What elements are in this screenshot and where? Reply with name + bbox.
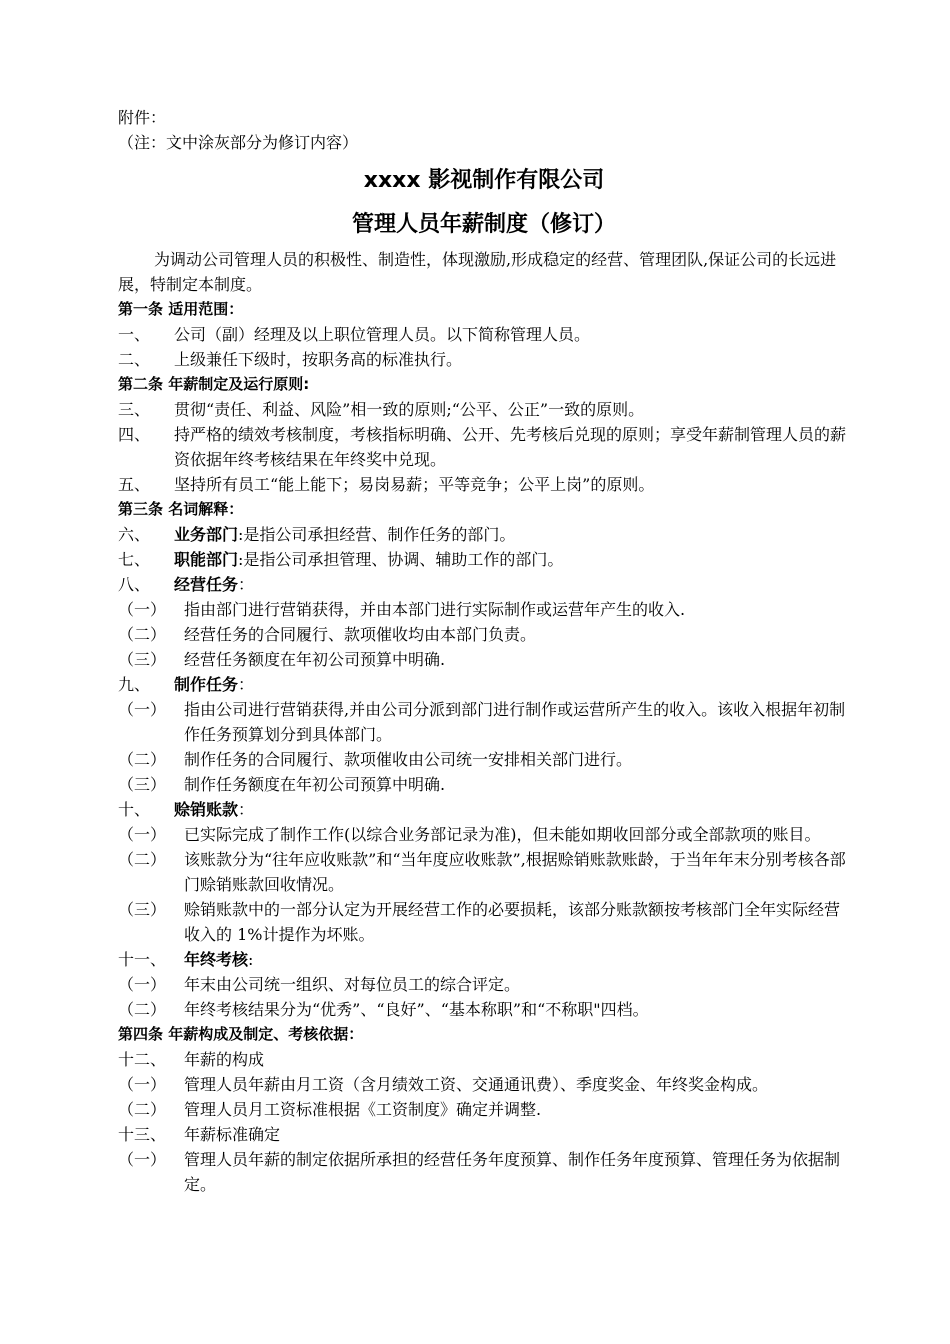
sub-clause-number: （一） — [118, 825, 167, 844]
sub-clause-text: 管理人员年薪的制定依据所承担的经营任务年度预算、制作任务年度预算、管理任务为依据制定。 — [184, 1150, 841, 1194]
clause-5 — [118, 472, 850, 497]
clause-number: 一、 — [118, 325, 151, 344]
sub-clause-number: （二） — [118, 850, 167, 869]
sub-clause-text: 已实际完成了制作工作(以综合业务部记录为准)，但未能如期收回部分或全部款项的账目。 — [184, 825, 821, 844]
term-business-dept: 业务部门 — [174, 525, 239, 544]
clause-9: 九、 制作任务： — [118, 672, 850, 697]
sub-clause — [118, 597, 850, 622]
sub-clause-number: （一） — [118, 1075, 167, 1094]
clause-number: 七、 — [118, 550, 151, 569]
sub-clause-number: （二） — [118, 1100, 167, 1119]
sub-clause — [118, 1147, 850, 1197]
sub-clause-number: （一） — [118, 975, 167, 994]
sub-clause-number: （三） — [118, 900, 167, 919]
document-body — [118, 105, 850, 1197]
article-4-heading: 第四条 年薪构成及制定、考核依据： — [118, 1025, 364, 1043]
clause-text: :是指公司承担经营、制作任务的部门。 — [238, 525, 516, 544]
clause-11: 十一、 年终考核: — [118, 947, 850, 972]
sub-clause-text: 指由部门进行营销获得，并由本部门进行实际制作或运营年产生的收入. — [184, 600, 686, 619]
sub-clause — [118, 972, 850, 997]
term-operating-task: 经营任务 — [174, 575, 239, 594]
sub-clause-text: 管理人员月工资标准根据《工资制度》确定并调整. — [184, 1100, 542, 1119]
clause-8: 八、 经营任务： — [118, 572, 850, 597]
clause-4 — [118, 422, 850, 472]
term-credit-accounts: 赊销账款 — [174, 800, 239, 819]
intro-paragraph: 为调动公司管理人员的积极性、制造性，体现激励,形成稳定的经营、管理团队,保证公司的长远进展，特制定本制度。 — [118, 250, 837, 294]
attachment-label: 附件： — [118, 108, 167, 127]
clause-number: 十三、 — [118, 1125, 167, 1144]
sub-clause-text: 年终考核结果分为“优秀”、“良好”、“基本称职”和“不称职"四档。 — [184, 1000, 649, 1019]
clause-number: 四、 — [118, 425, 151, 444]
clause-number: 八、 — [118, 575, 151, 594]
article-3-heading: 第三条 名词解释： — [118, 500, 244, 518]
sub-clause — [118, 897, 850, 947]
clause-1 — [118, 322, 850, 347]
clause-number: 五、 — [118, 475, 151, 494]
term-production-task: 制作任务 — [174, 675, 239, 694]
clause-number: 十一、 — [118, 950, 167, 969]
sub-clause-text: 赊销账款中的一部分认定为开展经营工作的必要损耗，该部分账款额按考核部门全年实际经营收入的 1%计提作为坏账。 — [184, 900, 841, 944]
sub-clause-number: （三） — [118, 775, 167, 794]
sub-clause-number: （三） — [118, 650, 167, 669]
sub-clause-text: 指由公司进行营销获得,并由公司分派到部门进行制作或运营所产生的收入。该收入根据年初制作任务预算划分到具体部门。 — [184, 700, 846, 744]
clause-6 — [118, 522, 850, 547]
sub-clause — [118, 997, 850, 1022]
sub-clause — [118, 647, 850, 672]
sub-clause — [118, 822, 850, 847]
clause-3 — [118, 397, 850, 422]
sub-clause-text: 经营任务额度在年初公司预算中明确. — [184, 650, 446, 669]
clause-number: 九、 — [118, 675, 151, 694]
clause-text: 公司（副）经理及以上职位管理人员。以下简称管理人员。 — [174, 325, 591, 344]
clause-text: 上级兼任下级时，按职务高的标准执行。 — [174, 350, 463, 369]
clause-text: 年薪的构成 — [184, 1050, 265, 1069]
sub-clause-number: （一） — [118, 1150, 167, 1169]
company-name: xxxx 影视制作有限公司 — [363, 168, 605, 193]
sub-clause-text: 制作任务的合同履行、款项催收由公司统一安排相关部门进行。 — [184, 750, 633, 769]
sub-clause — [118, 847, 850, 897]
sub-clause-number: （一） — [118, 600, 167, 619]
clause-7 — [118, 547, 850, 572]
sub-clause — [118, 622, 850, 647]
clause-2 — [118, 347, 850, 372]
article-1-heading: 第一条 适用范围： — [118, 300, 244, 318]
sub-clause-text: 该账款分为“往年应收账款”和“当年度应收账款”,根据赊销账款账龄，于当年年末分别考核各部门赊销账款回收情况。 — [184, 850, 846, 894]
sub-clause-number: （二） — [118, 625, 167, 644]
clause-number: 三、 — [118, 400, 151, 419]
sub-clause-text: 年末由公司统一组织、对每位员工的综合评定。 — [184, 975, 521, 994]
clause-13 — [118, 1122, 850, 1147]
term-annual-review: 年终考核 — [184, 950, 249, 969]
sub-clause — [118, 772, 850, 797]
sub-clause-text: 经营任务的合同履行、款项催收均由本部门负责。 — [184, 625, 537, 644]
clause-text: :是指公司承担管理、协调、辅助工作的部门。 — [238, 550, 564, 569]
document-title: 管理人员年薪制度（修订） — [351, 212, 616, 237]
revision-note: （注：文中涂灰部分为修订内容） — [118, 133, 359, 152]
clause-text: 贯彻“责任、利益、风险”相一致的原则;“公平、公正”一致的原则。 — [174, 400, 645, 419]
sub-clause-number: （二） — [118, 1000, 167, 1019]
sub-clause-number: （一） — [118, 700, 167, 719]
sub-clause-text: 制作任务额度在年初公司预算中明确. — [184, 775, 446, 794]
sub-clause — [118, 747, 850, 772]
clause-number: 十、 — [118, 800, 151, 819]
clause-number: 六、 — [118, 525, 151, 544]
sub-clause-text: 管理人员年薪由月工资（含月绩效工资、交通通讯费）、季度奖金、年终奖金构成。 — [184, 1075, 769, 1094]
clause-12 — [118, 1047, 850, 1072]
article-2-heading: 第二条 年薪制定及运行原则: — [118, 375, 310, 393]
clause-text: 持严格的绩效考核制度，考核指标明确、公开、先考核后兑现的原则；享受年薪制管理人员的薪资依据年终考核结果在年终奖中兑现。 — [174, 425, 847, 469]
clause-text: 年薪标准确定 — [184, 1125, 281, 1144]
clause-number: 十二、 — [118, 1050, 167, 1069]
clause-number: 二、 — [118, 350, 151, 369]
sub-clause — [118, 1097, 850, 1122]
sub-clause — [118, 697, 850, 747]
sub-clause-number: （二） — [118, 750, 167, 769]
term-functional-dept: 职能部门 — [174, 550, 239, 569]
sub-clause — [118, 1072, 850, 1097]
clause-text: 坚持所有员工“能上能下；易岗易薪；平等竞争；公平上岗”的原则。 — [174, 475, 655, 494]
clause-10: 十、 赊销账款： — [118, 797, 850, 822]
